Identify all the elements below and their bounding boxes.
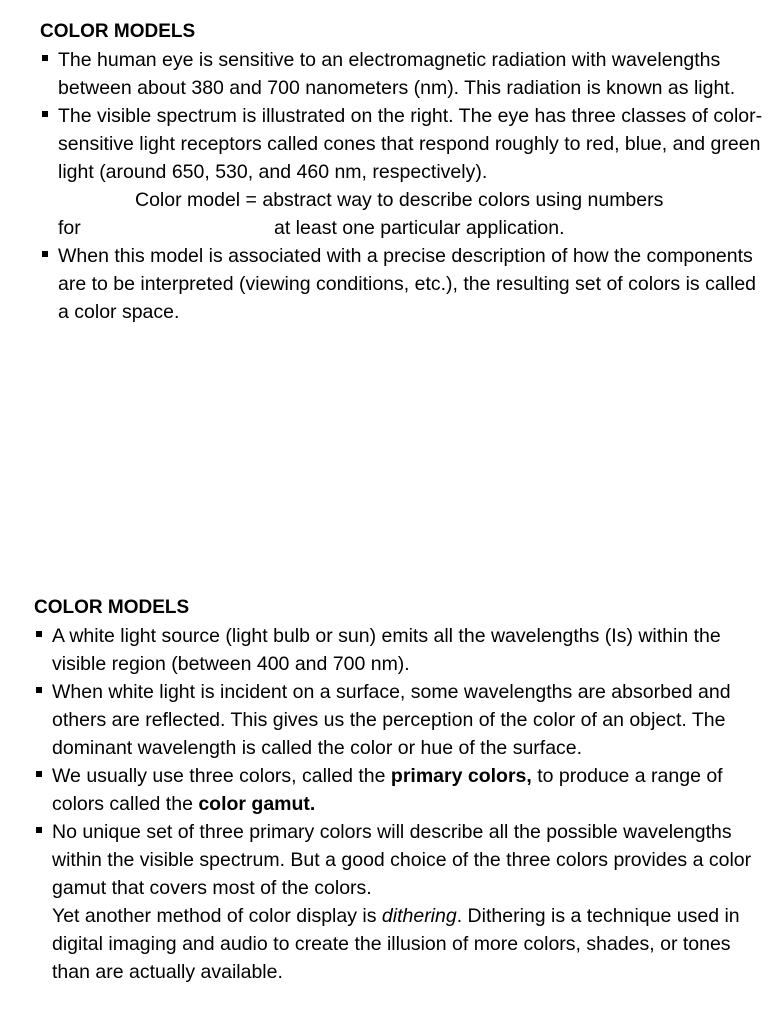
definition-text-1: Color model = abstract way to describe colors using numbers <box>135 189 664 211</box>
section-2-bullet-4-text: No unique set of three primary colors will describe all the possible wavelengths within the visible spectrum. But a good choice of the three colors provides a color gamut that covers most of the colors. <box>52 821 752 899</box>
section-1-bullet-2 <box>40 102 768 186</box>
square-bullet-icon <box>36 827 42 833</box>
section-1-bullet-list <box>40 46 768 186</box>
section-2-bullet-2-text: When white light is incident on a surface, some wavelengths are absorbed and others are reflected. This gives us the perception of the color of an object. The dominant wavelength is called the color or hue of the surface. <box>52 681 731 759</box>
definition-text-2: at least one particular application. <box>274 217 565 239</box>
section-2-bullet-1-text: A white light source (light bulb or sun) emits all the wavelengths (Is) within the visible region (between 400 and 700 nm). <box>52 625 721 675</box>
bullet-3-text-part-1: We usually use three colors, called the <box>52 765 391 787</box>
color-model-definition-line-1 <box>40 186 768 214</box>
dithering-term: dithering <box>381 905 457 927</box>
section-1-bullet-3-text: When this model is associated with a precise description of how the components are to be interpreted (viewing conditions, etc.), the resulting set of colors is called a color space. <box>58 245 757 323</box>
section-2-bullet-2 <box>34 678 764 762</box>
square-bullet-icon <box>42 55 48 61</box>
color-gamut-term: color gamut. <box>198 793 316 815</box>
section-2-bullet-4 <box>34 818 764 902</box>
bullet-3-text-part-2: to produce a range of colors called the <box>52 765 723 815</box>
square-bullet-icon <box>36 771 42 777</box>
dithering-text-part-2: . Dithering is a technique used in digital imaging and audio to create the illusion of more colors, shades, or tones than are actually available. <box>52 905 740 983</box>
section-2-bullet-3 <box>34 762 764 818</box>
definition-for: for <box>58 217 81 239</box>
square-bullet-icon <box>42 111 48 117</box>
section-2-heading: COLOR MODELS <box>34 597 190 618</box>
section-1-bullet-list-continued <box>40 242 768 326</box>
section-1-bullet-1 <box>40 46 768 102</box>
slide-section-2 <box>34 594 764 986</box>
section-2-bullet-list <box>34 622 764 902</box>
section-1-bullet-1-text: The human eye is sensitive to an electromagnetic radiation with wavelengths between about 380 and 700 nanometers (nm). This radiation is known as light. <box>58 49 736 99</box>
section-1-bullet-2-text: The visible spectrum is illustrated on the right. The eye has three classes of color-sensitive light receptors called cones that respond roughly to red, blue, and green light (around 650, 530, and 460 nm, respectively). <box>58 105 763 183</box>
primary-colors-term: primary colors, <box>390 765 532 787</box>
section-1-bullet-3 <box>40 242 768 326</box>
color-model-definition-line-2 <box>40 214 768 242</box>
dithering-text-part-1: Yet another method of color display is <box>52 905 382 927</box>
square-bullet-icon <box>36 687 42 693</box>
section-2-bullet-1 <box>34 622 764 678</box>
section-1-heading: COLOR MODELS <box>40 21 196 42</box>
slide-section-1 <box>40 18 768 326</box>
dithering-paragraph <box>34 902 764 986</box>
square-bullet-icon <box>36 631 42 637</box>
square-bullet-icon <box>42 251 48 257</box>
